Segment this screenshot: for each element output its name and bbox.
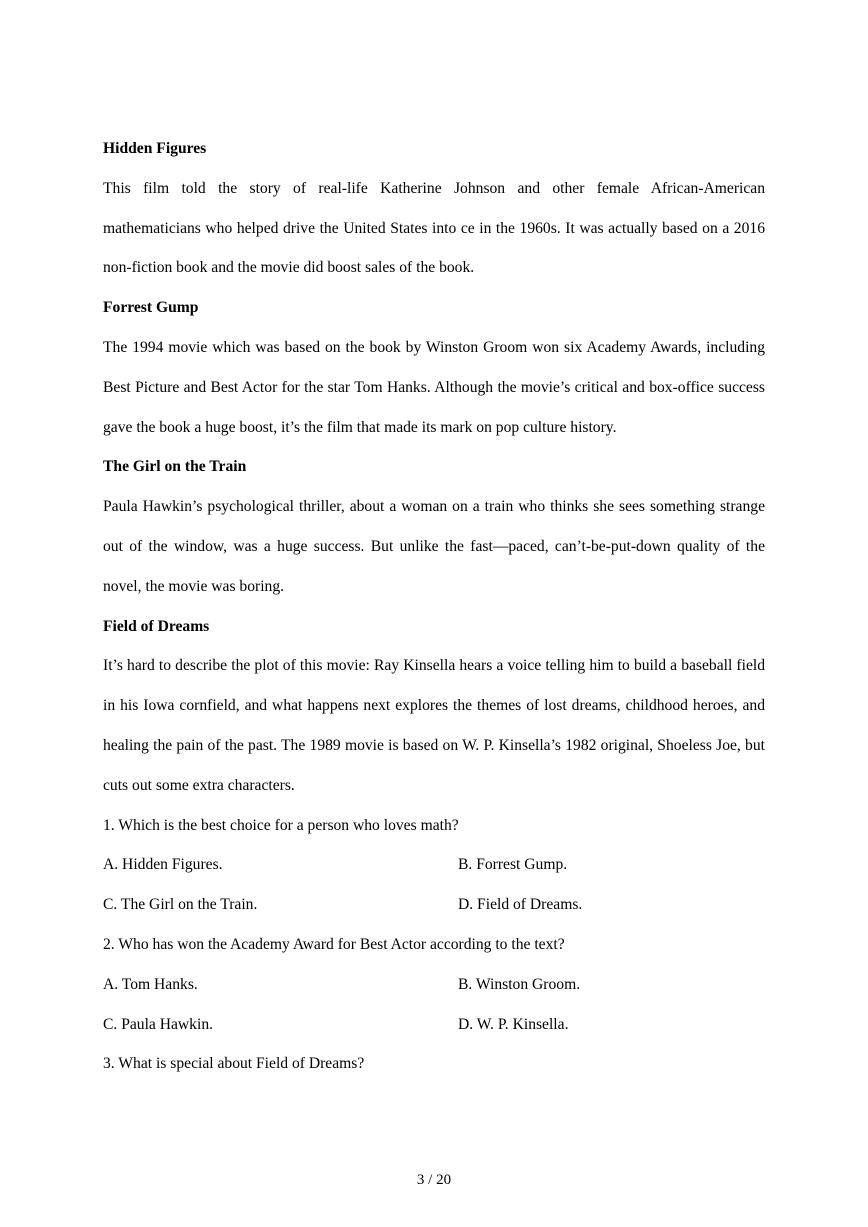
section-heading: Forrest Gump	[103, 299, 199, 317]
options-row	[103, 965, 765, 1005]
question-3	[103, 1044, 765, 1084]
options-row	[103, 885, 765, 925]
page-number: 3 / 20	[416, 1172, 452, 1188]
option-b: B. Forrest Gump.	[458, 856, 568, 874]
options-row	[103, 1005, 765, 1045]
option-a: A. Tom Hanks.	[103, 975, 198, 993]
options-row	[103, 845, 765, 885]
section-hidden-figures	[103, 129, 765, 288]
section-forrest-gump	[103, 288, 765, 447]
option-b: B. Winston Groom.	[458, 975, 581, 993]
section-girl-on-the-train	[103, 447, 765, 606]
question-text: 2. Who has won the Academy Award for Best Actor according to the text?	[103, 935, 565, 953]
section-paragraph: The 1994 movie which was based on the book by Winston Groom won six Academy Awards, including Best Picture and Best Actor for the star Tom Hanks. Although the movie’s critical and box-office success gave the book a huge boost, it’s the film that made its mark on pop culture history.	[103, 338, 765, 436]
option-c: C. The Girl on the Train.	[103, 896, 258, 914]
question-text: 3. What is special about Field of Dreams?	[103, 1055, 365, 1073]
section-heading: The Girl on the Train	[103, 458, 247, 476]
section-paragraph: It’s hard to describe the plot of this movie: Ray Kinsella hears a voice telling him to build a baseball field in his Iowa cornfield, and what happens next explores the themes of lost dreams, childhood heroes, and healing the pain of the past. The 1989 movie is based on W. P. Kinsella’s 1982 original, Shoeless Joe, but cuts out some extra characters.	[103, 657, 765, 794]
section-field-of-dreams	[103, 607, 765, 806]
section-paragraph: This film told the story of real-life Katherine Johnson and other female African-American mathematicians who helped drive the United States into ce in the 1960s. It was actually based on a 2016 non-fiction book and the movie did boost sales of the book.	[103, 179, 765, 277]
option-c: C. Paula Hawkin.	[103, 1015, 214, 1033]
page-content	[103, 129, 765, 1084]
section-paragraph: Paula Hawkin’s psychological thriller, about a woman on a train who thinks she sees something strange out of the window, was a huge success. But unlike the fast—paced, can’t-be-put-down quality of the novel, the movie was boring.	[103, 498, 765, 595]
question-text: 1. Which is the best choice for a person who loves math?	[103, 816, 459, 834]
question-1	[103, 806, 765, 925]
question-2	[103, 925, 765, 1044]
section-heading: Hidden Figures	[103, 140, 207, 157]
option-d: D. Field of Dreams.	[458, 896, 583, 914]
option-d: D. W. P. Kinsella.	[458, 1015, 569, 1033]
section-heading: Field of Dreams	[103, 617, 210, 635]
option-a: A. Hidden Figures.	[103, 856, 223, 874]
